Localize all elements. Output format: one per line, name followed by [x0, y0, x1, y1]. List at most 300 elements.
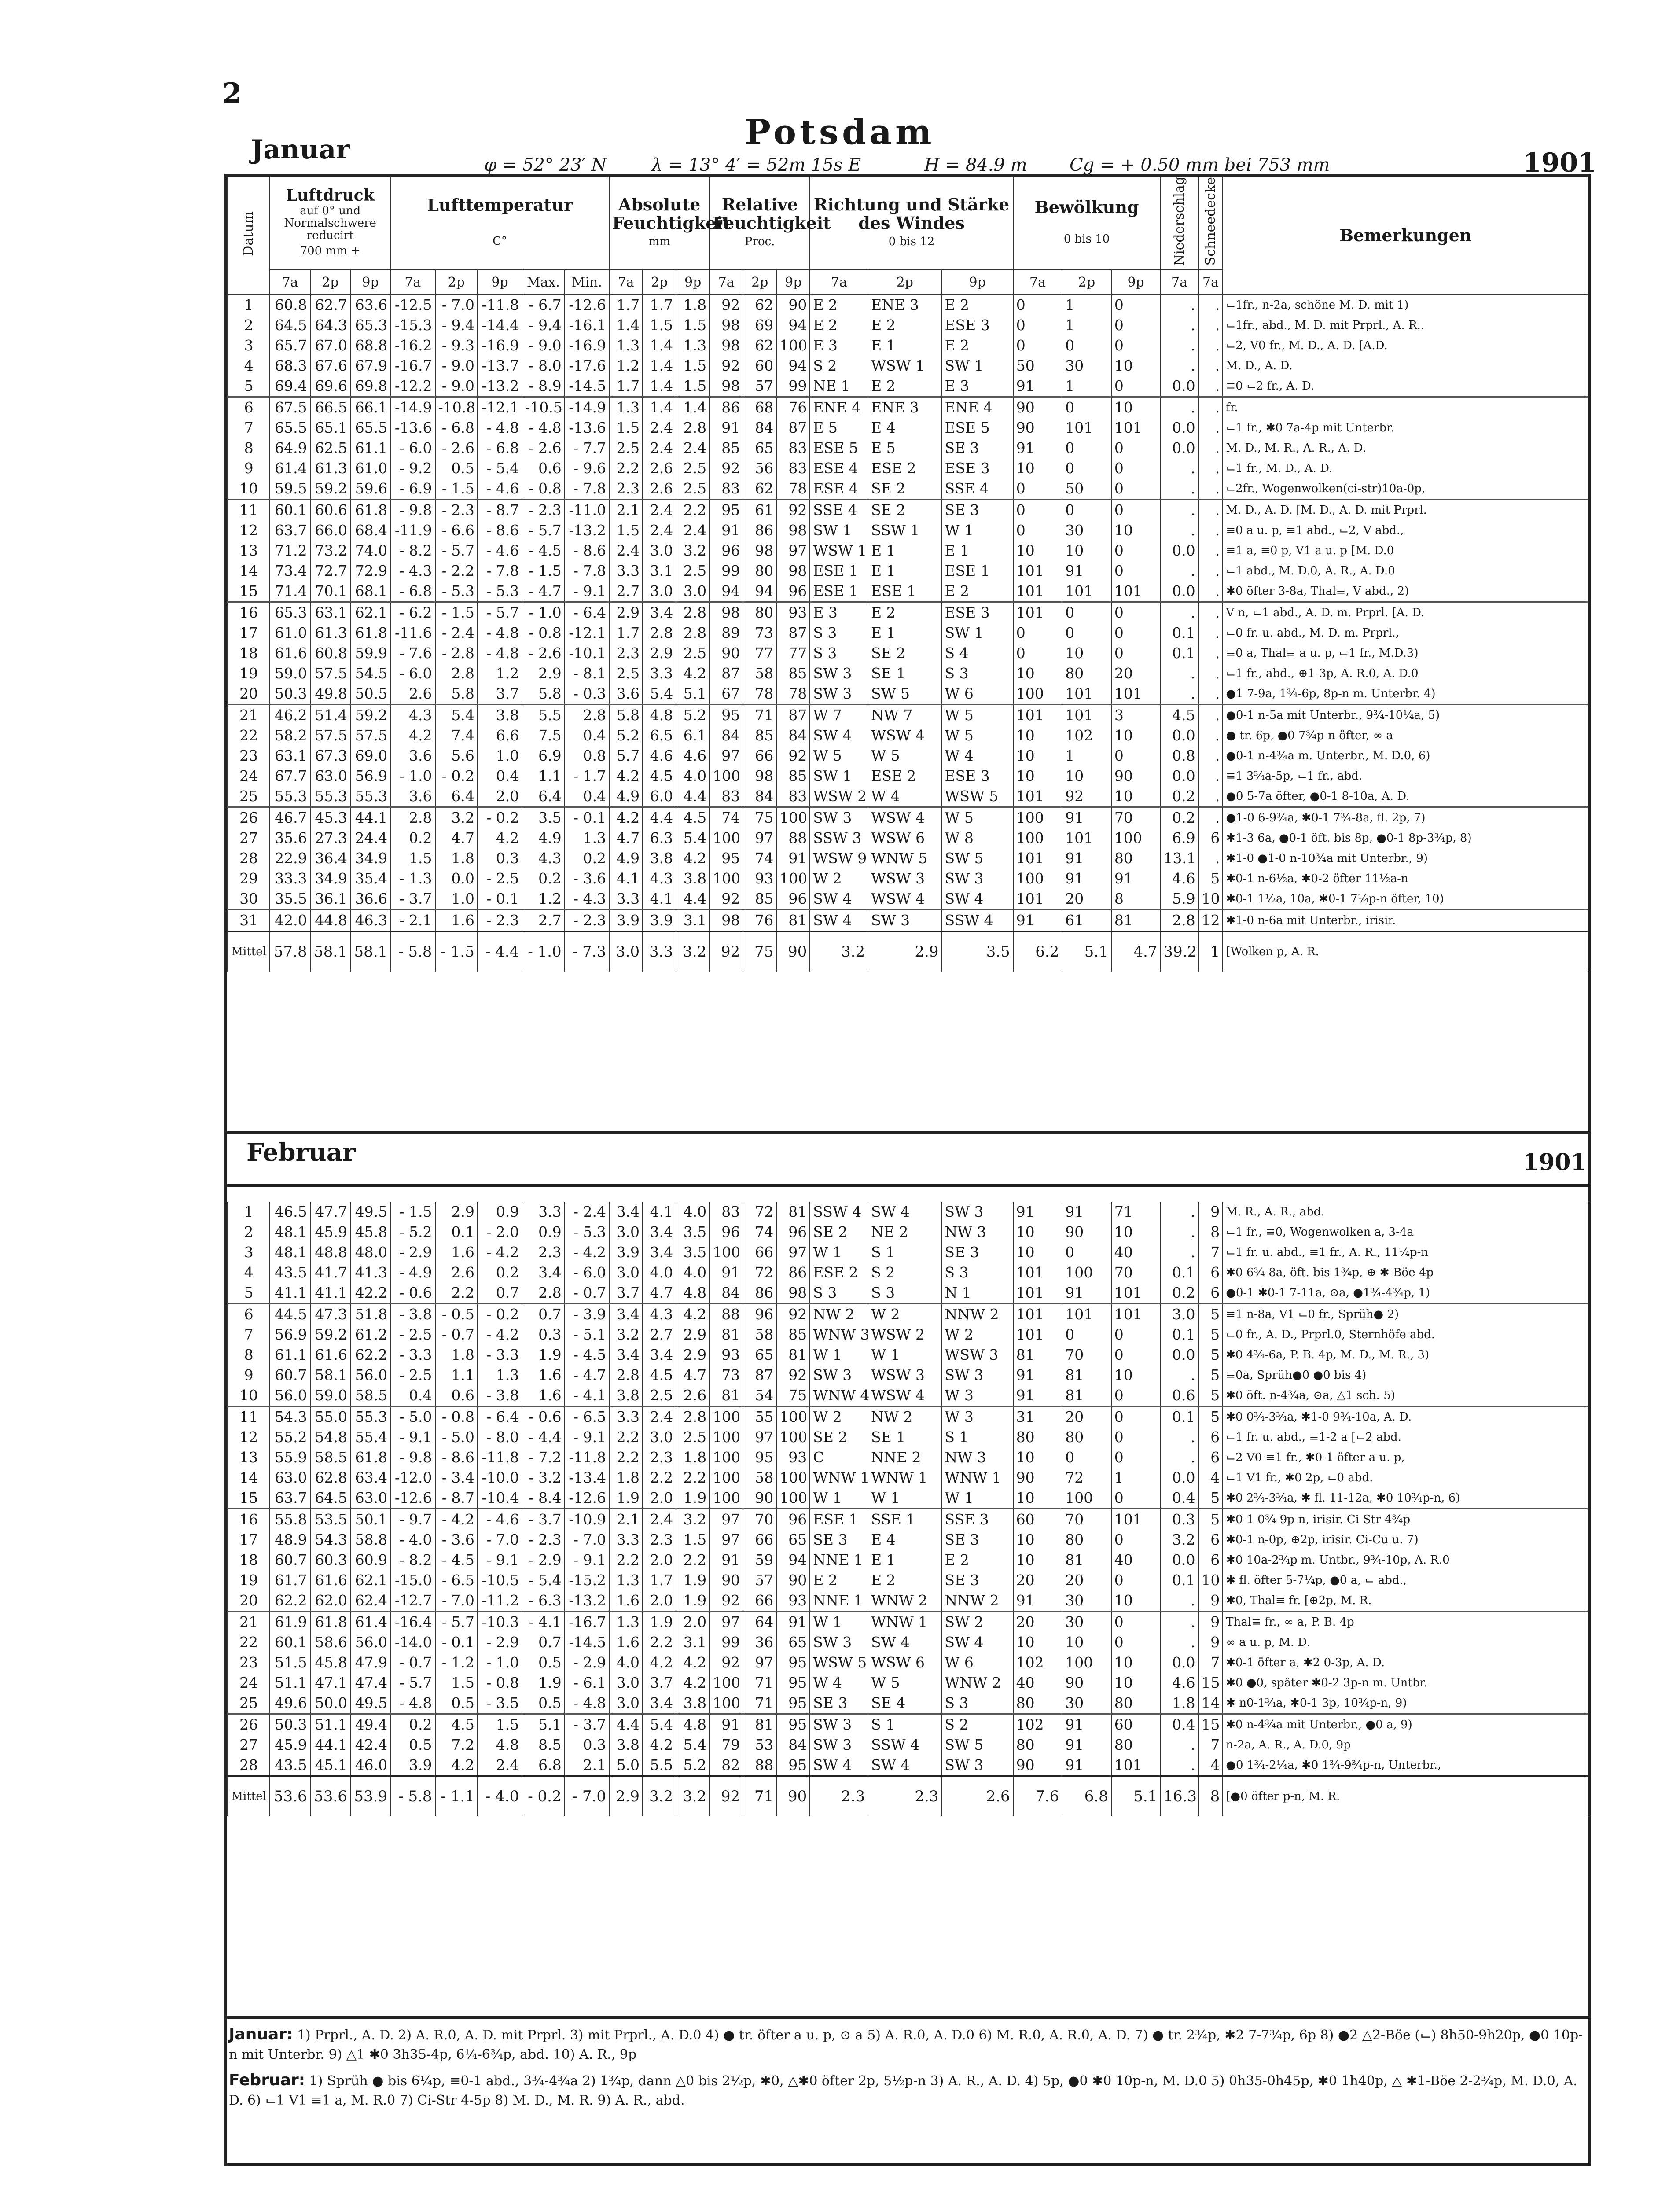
table-cell: 100: [1013, 828, 1062, 848]
table-cell: ⌙1fr., abd., M. D. mit Prprl., A. R..: [1223, 315, 1588, 335]
table-cell: 0.5: [435, 1693, 478, 1714]
table-cell: 12: [228, 520, 270, 541]
table-cell: E 4: [868, 418, 941, 438]
table-cell: 85: [709, 438, 743, 458]
table-cell: 7: [1198, 1735, 1223, 1755]
mean-cell: 75: [743, 931, 776, 972]
table-cell: 4.5: [643, 766, 676, 786]
table-cell: 85: [743, 889, 776, 910]
table-cell: 74.0: [350, 541, 390, 561]
table-cell: 50: [1062, 478, 1111, 500]
table-cell: 2.3: [609, 478, 643, 500]
table-cell: 63.1: [310, 602, 350, 623]
table-cell: 0.4: [1160, 1488, 1198, 1509]
table-cell: 62.1: [350, 1570, 390, 1590]
table-cell: 20: [228, 684, 270, 705]
table-cell: 6: [1198, 1427, 1223, 1447]
table-cell: 10: [1062, 643, 1111, 663]
table-cell: 3.9: [609, 1242, 643, 1262]
table-cell: 60.1: [270, 500, 310, 521]
table-cell: 10: [1013, 746, 1062, 766]
table-cell: -15.2: [565, 1570, 609, 1590]
table-cell: - 4.6: [478, 478, 522, 500]
table-cell: 18: [228, 643, 270, 663]
table-cell: - 2.3: [565, 910, 609, 931]
table-cell: E 1: [868, 335, 941, 356]
table-cell: SW 4: [941, 889, 1013, 910]
table-cell: 97: [743, 1427, 776, 1447]
table-cell: 45.8: [350, 1222, 390, 1242]
table-cell: - 7.6: [390, 643, 435, 663]
table-cell: 57.5: [310, 725, 350, 746]
table-cell: 91: [709, 1262, 743, 1283]
table-row: [228, 869, 1588, 889]
table-cell: 1.7: [609, 623, 643, 643]
table-cell: 90: [1013, 1755, 1062, 1776]
sub-bew-2p: 2p: [1062, 270, 1111, 294]
mean-cell: 53.6: [310, 1776, 350, 1817]
table-cell: 6.6: [478, 725, 522, 746]
table-cell: 101: [1013, 786, 1062, 807]
table-cell: 56.9: [350, 766, 390, 786]
table-cell: 4.5: [643, 1365, 676, 1385]
table-cell: 41.7: [310, 1262, 350, 1283]
table-cell: 65: [743, 1345, 776, 1365]
table-cell: 10: [1062, 541, 1111, 561]
table-cell: 2: [228, 1222, 270, 1242]
table-cell: 1.4: [676, 397, 709, 418]
rel-feucht-unit: Proc.: [745, 235, 775, 248]
table-cell: 80: [1111, 1693, 1161, 1714]
sub-bew-9p: 9p: [1111, 270, 1161, 294]
table-cell: 56: [743, 458, 776, 478]
table-cell: 0.1: [1160, 643, 1198, 663]
table-cell: 54.3: [270, 1406, 310, 1428]
table-cell: 95: [776, 1693, 810, 1714]
table-cell: 80: [1111, 848, 1161, 869]
table-cell: 2.8: [643, 623, 676, 643]
table-cell: 93: [743, 869, 776, 889]
table-cell: 49.4: [350, 1714, 390, 1735]
table-cell: ✱0-1 0¾-9p-n, irisir. Ci-Str 4¾p: [1223, 1509, 1588, 1530]
table-cell: 97: [709, 1530, 743, 1550]
table-cell: 69.6: [310, 376, 350, 397]
table-cell: 9: [228, 1365, 270, 1385]
table-cell: 97: [709, 746, 743, 766]
table-cell: 1.5: [435, 1673, 478, 1693]
table-cell: 3.0: [1160, 1304, 1198, 1325]
table-cell: SSE 1: [868, 1509, 941, 1530]
table-cell: - 7.8: [565, 478, 609, 500]
table-cell: 91: [1062, 869, 1111, 889]
table-cell: SW 4: [868, 1632, 941, 1653]
table-cell: ESE 2: [868, 458, 941, 478]
table-cell: - 8.2: [390, 541, 435, 561]
table-cell: 83: [709, 786, 743, 807]
table-cell: 6.3: [643, 828, 676, 848]
table-cell: 3.2: [609, 1325, 643, 1345]
table-cell: ENE 4: [810, 397, 868, 418]
table-cell: 4.4: [609, 1714, 643, 1735]
table-cell: 58.1: [310, 1365, 350, 1385]
table-cell: 72: [743, 1202, 776, 1222]
table-cell: 6.0: [643, 786, 676, 807]
table-cell: 55.8: [270, 1509, 310, 1530]
table-cell: 84: [709, 1283, 743, 1304]
table-cell: 4.1: [609, 869, 643, 889]
table-cell: 100: [776, 1427, 810, 1447]
table-cell: 70: [1111, 807, 1161, 828]
table-cell: 80: [1062, 1530, 1111, 1550]
table-cell: 96: [776, 1222, 810, 1242]
table-cell: .: [1198, 786, 1223, 807]
table-cell: .: [1198, 335, 1223, 356]
table-cell: 100: [776, 1468, 810, 1488]
table-row: [228, 1385, 1588, 1406]
table-cell: SW 5: [941, 1735, 1013, 1755]
table-cell: 2.8: [609, 1365, 643, 1385]
table-cell: 44.5: [270, 1304, 310, 1325]
table-cell: ✱0 öfter 3-8a, Thal≡, V abd., 2): [1223, 581, 1588, 602]
mean-cell: 3.0: [609, 931, 643, 972]
table-cell: 1.4: [643, 397, 676, 418]
table-cell: 99: [709, 561, 743, 581]
table-cell: .: [1198, 623, 1223, 643]
table-cell: WSW 3: [868, 869, 941, 889]
table-cell: 59.0: [270, 663, 310, 684]
table-cell: 88: [743, 1755, 776, 1776]
table-cell: WNW 5: [868, 848, 941, 869]
table-cell: 59.2: [350, 705, 390, 726]
table-cell: 3.7: [643, 1673, 676, 1693]
table-cell: 4.5: [676, 807, 709, 828]
table-cell: E 2: [810, 294, 868, 315]
table-cell: E 1: [868, 623, 941, 643]
table-cell: .: [1160, 1447, 1198, 1468]
table-cell: ESE 1: [941, 561, 1013, 581]
table-cell: 101: [1013, 1304, 1062, 1325]
table-cell: SW 4: [810, 1755, 868, 1776]
table-cell: 56.9: [270, 1325, 310, 1345]
table-cell: 2.2: [609, 458, 643, 478]
table-cell: W 5: [941, 807, 1013, 828]
table-cell: - 0.1: [435, 1632, 478, 1653]
table-cell: .: [1160, 1365, 1198, 1385]
table-cell: 92: [709, 1653, 743, 1673]
table-cell: ✱1-0 ●1-0 n-10¾a mit Unterbr., 9): [1223, 848, 1588, 869]
table-cell: S 2: [810, 356, 868, 376]
table-cell: 0.5: [390, 1735, 435, 1755]
table-cell: 63.7: [270, 520, 310, 541]
table-cell: 55.3: [350, 786, 390, 807]
table-cell: ✱ fl. öfter 5-7¼p, ●0 a, ⌙ abd.,: [1223, 1570, 1588, 1590]
table-row: [228, 561, 1588, 581]
table-cell: - 4.8: [565, 1693, 609, 1714]
table-cell: 10: [1013, 1632, 1062, 1653]
table-cell: ✱0-1 öfter a, ✱2 0-3p, A. D.: [1223, 1653, 1588, 1673]
table-cell: SE 3: [941, 1570, 1013, 1590]
table-cell: 2.3: [522, 1242, 564, 1262]
table-cell: 0: [1013, 643, 1062, 663]
table-cell: 20: [1062, 1570, 1111, 1590]
table-cell: 100: [776, 807, 810, 828]
table-cell: 3.4: [643, 1242, 676, 1262]
table-cell: 2.4: [643, 1509, 676, 1530]
table-cell: 4.8: [676, 1714, 709, 1735]
table-cell: 3.0: [676, 581, 709, 602]
table-cell: 0: [1111, 1488, 1161, 1509]
table-cell: 33.3: [270, 869, 310, 889]
table-cell: 2.4: [609, 541, 643, 561]
table-cell: 4.2: [390, 725, 435, 746]
table-cell: 42.0: [270, 910, 310, 931]
table-cell: 5: [1198, 1509, 1223, 1530]
table-cell: 0: [1111, 1570, 1161, 1590]
table-cell: ESE 3: [941, 458, 1013, 478]
table-cell: - 9.2: [390, 458, 435, 478]
table-cell: 6.9: [1160, 828, 1198, 848]
table-cell: W 7: [810, 705, 868, 726]
table-cell: 91: [1062, 1283, 1111, 1304]
table-cell: WSW 4: [868, 889, 941, 910]
table-cell: 1.9: [676, 1570, 709, 1590]
table-cell: ⌙1 fr. u. abd., ≡1 fr., A. R., 11¼p-n: [1223, 1242, 1588, 1262]
month-title-januar: Januar: [251, 134, 350, 165]
table-cell: 101: [1111, 418, 1161, 438]
table-cell: 98: [776, 1283, 810, 1304]
table-cell: 6: [228, 1304, 270, 1325]
table-cell: 93: [776, 1447, 810, 1468]
table-cell: - 9.8: [390, 500, 435, 521]
table-cell: E 2: [941, 294, 1013, 315]
table-cell: 9: [1198, 1612, 1223, 1633]
mean-cell: 92: [709, 1776, 743, 1817]
table-cell: - 6.8: [435, 418, 478, 438]
table-cell: E 2: [868, 1570, 941, 1590]
table-cell: 20: [1111, 663, 1161, 684]
table-cell: ✱0 n-4¾a mit Unterbr., ●0 a, 9): [1223, 1714, 1588, 1735]
table-cell: 87: [776, 705, 810, 726]
table-row: [228, 1202, 1588, 1222]
table-cell: 85: [776, 766, 810, 786]
table-cell: 4.8: [676, 1283, 709, 1304]
table-cell: 1.4: [643, 376, 676, 397]
table-cell: 84: [776, 1735, 810, 1755]
table-cell: 17: [228, 623, 270, 643]
table-cell: - 2.6: [522, 643, 564, 663]
table-cell: -12.7: [390, 1590, 435, 1612]
table-cell: 91: [1062, 1714, 1111, 1735]
table-cell: 9: [228, 458, 270, 478]
table-cell: 91: [1062, 807, 1111, 828]
table-cell: - 5.3: [565, 1222, 609, 1242]
sub-wind-9p: 9p: [941, 270, 1013, 294]
table-cell: - 5.7: [522, 520, 564, 541]
table-cell: 49.5: [350, 1202, 390, 1222]
table-cell: 92: [1062, 786, 1111, 807]
table-cell: - 4.1: [565, 1385, 609, 1406]
table-cell: 65: [776, 1632, 810, 1653]
table-cell: - 5.2: [390, 1222, 435, 1242]
rel-feucht-label: Relative Feuchtigkeit: [713, 194, 831, 233]
table-cell: S 1: [941, 1427, 1013, 1447]
luftdruck-sub: auf 0° und Normalschwere reducirt: [284, 204, 376, 242]
table-cell: E 2: [868, 376, 941, 397]
table-cell: 2.0: [643, 1590, 676, 1612]
table-cell: 5.4: [435, 705, 478, 726]
table-cell: 1.1: [522, 766, 564, 786]
table-cell: W 2: [810, 869, 868, 889]
table-cell: -12.5: [390, 294, 435, 315]
table-cell: .: [1160, 458, 1198, 478]
table-cell: 28: [228, 1755, 270, 1776]
table-cell: - 4.3: [565, 889, 609, 910]
table-cell: 2.2: [435, 1283, 478, 1304]
table-cell: 59.5: [270, 478, 310, 500]
table-cell: WSW 3: [868, 1365, 941, 1385]
table-cell: - 8.2: [390, 1550, 435, 1570]
table-cell: S 3: [810, 643, 868, 663]
table-cell: -12.6: [565, 1488, 609, 1509]
table-cell: - 4.7: [522, 581, 564, 602]
table-cell: 23: [228, 746, 270, 766]
table-cell: 96: [743, 1304, 776, 1325]
table-cell: - 4.6: [478, 1509, 522, 1530]
table-cell: - 3.7: [390, 889, 435, 910]
table-cell: -11.2: [478, 1590, 522, 1612]
table-cell: 100: [776, 1406, 810, 1428]
table-cell: -17.6: [565, 356, 609, 376]
table-row: [228, 602, 1588, 623]
table-cell: 102: [1062, 725, 1111, 746]
table-cell: 20: [1013, 1570, 1062, 1590]
table-cell: 0.1: [1160, 1262, 1198, 1283]
table-cell: 90: [776, 1570, 810, 1590]
table-row: [228, 725, 1588, 746]
table-row: [228, 1673, 1588, 1693]
table-cell: 10: [1111, 1365, 1161, 1385]
table-cell: SW 3: [810, 1632, 868, 1653]
table-cell: 1.6: [435, 910, 478, 931]
table-cell: 0.4: [1160, 1714, 1198, 1735]
table-cell: 5.4: [643, 1714, 676, 1735]
table-cell: ESE 1: [868, 581, 941, 602]
table-cell: 66.0: [310, 520, 350, 541]
table-cell: 4.8: [643, 705, 676, 726]
table-cell: 65: [776, 1530, 810, 1550]
table-cell: 72.7: [310, 561, 350, 581]
table-cell: 81: [1062, 1385, 1111, 1406]
table-cell: 63.4: [350, 1468, 390, 1488]
table-cell: - 2.3: [478, 910, 522, 931]
table-cell: - 2.9: [390, 1242, 435, 1262]
table-cell: 5: [1198, 1365, 1223, 1385]
table-cell: .: [1160, 356, 1198, 376]
table-cell: 4.3: [643, 869, 676, 889]
table-cell: 1.0: [478, 746, 522, 766]
mean-cell: 53.6: [270, 1776, 310, 1817]
table-cell: 0.5: [435, 458, 478, 478]
table-cell: 67.3: [310, 746, 350, 766]
table-cell: 77: [776, 643, 810, 663]
table-cell: ENE 4: [941, 397, 1013, 418]
sub-abs-2p: 2p: [643, 270, 676, 294]
table-cell: - 3.8: [478, 1385, 522, 1406]
table-cell: .: [1198, 500, 1223, 521]
table-cell: 10: [1198, 1570, 1223, 1590]
table-cell: SE 2: [810, 1222, 868, 1242]
table-cell: E 4: [868, 1530, 941, 1550]
table-cell: 95: [776, 1653, 810, 1673]
table-cell: - 7.0: [435, 294, 478, 315]
table-cell: 4.4: [676, 786, 709, 807]
table-cell: 2.5: [643, 1385, 676, 1406]
table-cell: 58.5: [350, 1385, 390, 1406]
table-cell: SW 4: [941, 1632, 1013, 1653]
table-cell: - 2.9: [522, 1550, 564, 1570]
table-cell: W 2: [941, 1325, 1013, 1345]
table-cell: 61.8: [310, 1612, 350, 1633]
table-cell: 61.6: [310, 1345, 350, 1365]
table-cell: 62.2: [270, 1590, 310, 1612]
table-cell: NNE 1: [810, 1590, 868, 1612]
mean-cell: - 0.2: [522, 1776, 564, 1817]
table-cell: 73: [743, 623, 776, 643]
table-cell: 2.6: [390, 684, 435, 705]
table-cell: 62: [743, 478, 776, 500]
table-cell: 94: [709, 581, 743, 602]
table-cell: 2.8: [565, 705, 609, 726]
table-cell: W 1: [810, 1242, 868, 1262]
table-cell: 5.1: [522, 1714, 564, 1735]
table-cell: - 9.4: [522, 315, 564, 335]
table-cell: - 7.2: [522, 1447, 564, 1468]
table-cell: 63.0: [270, 1468, 310, 1488]
table-cell: W 6: [941, 684, 1013, 705]
table-cell: 40: [1111, 1550, 1161, 1570]
table-cell: 0: [1111, 643, 1161, 663]
table-cell: 4: [228, 1262, 270, 1283]
table-cell: - 0.2: [478, 1304, 522, 1325]
table-cell: 36.4: [310, 848, 350, 869]
table-cell: 98: [743, 541, 776, 561]
table-cell: 69.0: [350, 746, 390, 766]
table-cell: 101: [1013, 848, 1062, 869]
table-cell: 10: [1013, 1550, 1062, 1570]
table-cell: 101: [1013, 1283, 1062, 1304]
table-cell: 90: [709, 643, 743, 663]
table-cell: 0.6: [522, 458, 564, 478]
table-cell: 47.1: [310, 1673, 350, 1693]
table-cell: 30: [1062, 1590, 1111, 1612]
table-cell: ✱0-1 n-0p, ⊕2p, irisir. Ci-Cu u. 7): [1223, 1530, 1588, 1550]
table-cell: 60.9: [350, 1550, 390, 1570]
table-cell: SSE 4: [941, 478, 1013, 500]
table-row: [228, 294, 1588, 315]
table-cell: 0: [1013, 478, 1062, 500]
table-cell: - 6.5: [435, 1570, 478, 1590]
table-cell: E 2: [941, 1550, 1013, 1570]
table-cell: SW 3: [810, 1714, 868, 1735]
januar-table: [227, 177, 1588, 972]
table-cell: S 4: [941, 643, 1013, 663]
mean-row: [228, 931, 1588, 972]
table-cell: .: [1160, 1735, 1198, 1755]
table-cell: 0: [1013, 315, 1062, 335]
table-cell: 95: [776, 1673, 810, 1693]
table-cell: 5.4: [676, 1735, 709, 1755]
table-cell: 24: [228, 1673, 270, 1693]
